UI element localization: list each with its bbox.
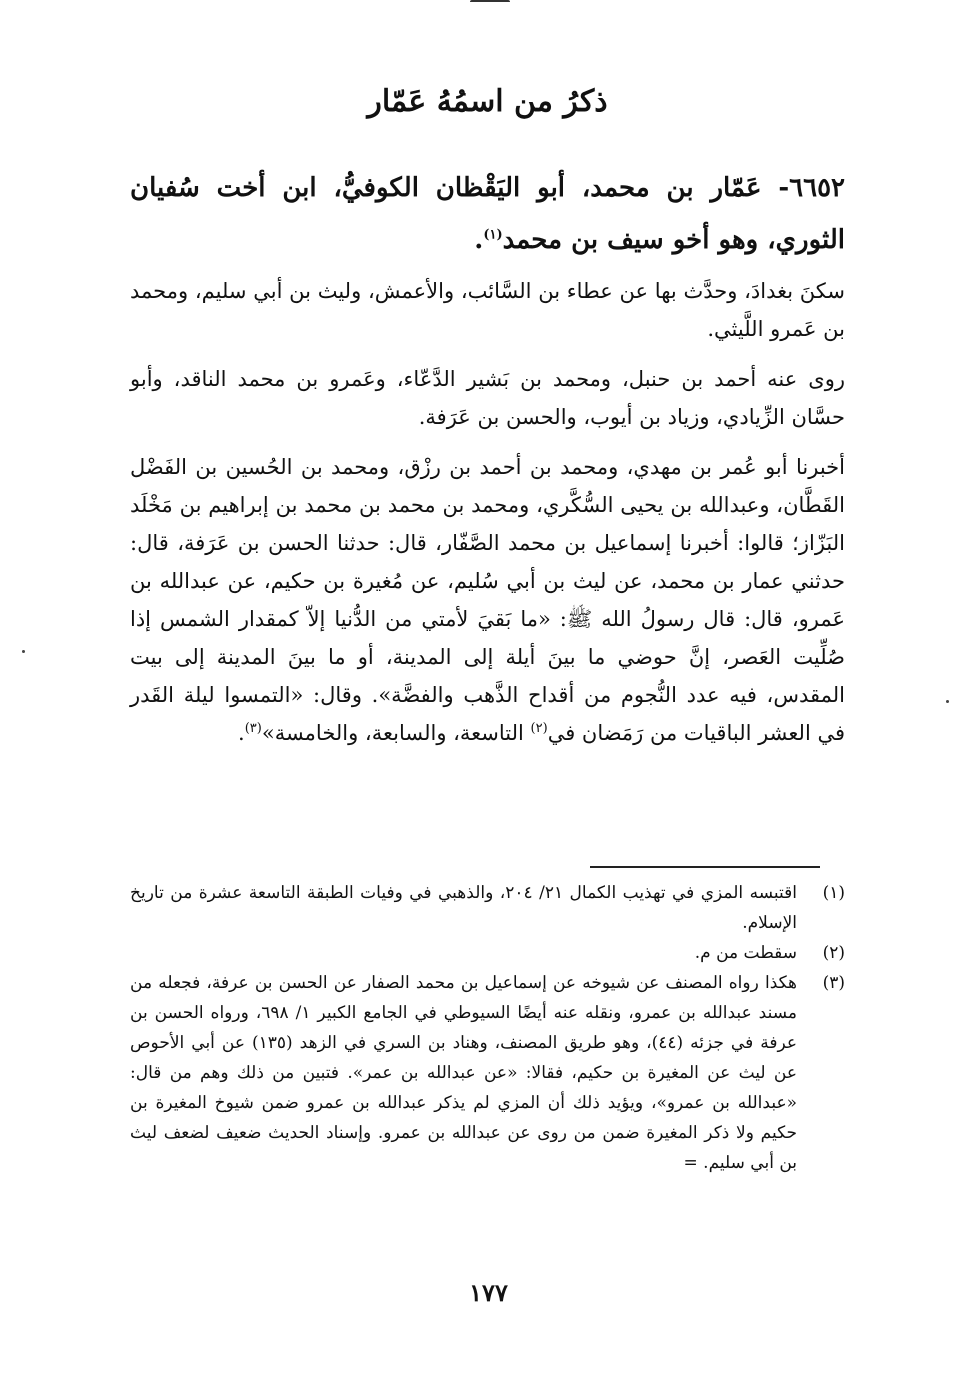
section-heading: ذكرُ من اسمُهُ عَمّار (367, 84, 608, 119)
footnote-ref-1: (١) (483, 227, 503, 243)
footnote-number: (١) (822, 883, 845, 903)
footnote-3 (130, 968, 845, 1178)
footnote-1 (130, 878, 845, 938)
footnotes (130, 878, 845, 1178)
footnote-text: اقتبسه المزي في تهذيب الكمال ٢١/ ٢٠٤، والذهبي في وفيات الطبقة التاسعة عشرة من تاريخ الإسلام. (130, 883, 797, 933)
footnote-separator (590, 866, 820, 868)
footnote-text: سقطت من م. (694, 943, 797, 963)
top-scan-mark (470, 0, 510, 8)
entry-title (130, 162, 845, 266)
footnote-number: (٢) (822, 943, 845, 963)
hadith-end: . (238, 721, 245, 745)
paragraph-hadith (130, 448, 845, 752)
footnote-number: (٣) (822, 973, 845, 993)
paragraph-residence: سكنَ بغدادَ، وحدَّث بها عن عطاء بن السَّائب، والأعمش، وليث بن أبي سليم، ومحمد بن عَمرو اللَّيثي. (130, 279, 845, 341)
footnote-2 (130, 938, 845, 968)
margin-speck (22, 650, 25, 653)
footnote-ref-2: (٢) (530, 721, 548, 736)
footnote-text: هكذا رواه المصنف عن شيوخه عن إسماعيل بن محمد الصفار عن الحسن بن عرفة، فجعله من مسند عبدالله بن عمرو، ونقله عنه أيضًا السيوطي في الجامع الكبير ١/ ٦٩٨، ورواه الحسن بن عرفة في جزئه (٤٤)، وهو طريق المصنف، وهناد بن السري في الزهد (١٣٥) عن أبي الأحوص عن ليث عن المغيرة بن حكيم، فقالا: «عن عبدالله بن عمر». فتبين من ذلك وهم من قال: «عبدالله بن عمرو»، ويؤيد ذلك أن المزي لم يذكر عبدالله بن عمرو ضمن شيوخ المغيرة بن حكيم ولا ذكر المغيرة ضمن من روى عن عبدالله بن عمرو. وإسناد الحديث ضعيف لضعف ليث بن أبي سليم. = (130, 973, 797, 1173)
entry-title-text: ٦٦٥٢- عَمّار بن محمد، أبو اليَقْظان الكوفيُّ، ابن أخت سُفيان الثوري، وهو أخو سيف بن محمد (130, 173, 845, 255)
hadith-tail: التاسعة، والسابعة، والخامسة» (261, 721, 531, 745)
footnote-ref-3: (٣) (244, 721, 262, 736)
hadith-text: أخبرنا أبو عُمر بن مهدي، ومحمد بن أحمد بن رزْق، ومحمد بن الحُسين بن الفَضْل القَطَّان، وعبدالله بن يحيى السُّكَّري، ومحمد بن محمد بن محمد بن إبراهيم بن مَخْلَد البَزّاز؛ قالوا: أخبرنا إسماعيل بن محمد الصَّفّار، قال: حدثنا الحسن بن عَرَفة، قال: حدثني عمار بن محمد، عن ليث بن أبي سُليم، عن مُغيرة بن حكيم، عن عبدالله بن عَمرو، قال: قال رسولُ الله ﷺ: «ما بَقيَ لأمتي من الدُّنيا إلاّ كمقدار الشمس إذا صُلِّيت العَصر، إنَّ حوضي ما بينَ أيلة إلى المدينة، أو ما بينَ المدينة إلى بيت المقدس، فيه عدد النُّجوم من أقداح الذَّهب والفضَّة». وقال: «التمسوا ليلة القَدر في العشر الباقيات من رَمَضان في (130, 455, 845, 745)
entry-title-end: . (474, 225, 484, 255)
margin-speck (946, 700, 949, 703)
paragraph-narrators: روى عنه أحمد بن حنبل، ومحمد بن بَشير الدَّعّاء، وعَمرو بن محمد الناقد، وأبو حسَّان الزِّيادي، وزياد بن أيوب، والحسن بن عَرَفة. (130, 367, 845, 429)
page-number: ١٧٧ (469, 1278, 508, 1307)
